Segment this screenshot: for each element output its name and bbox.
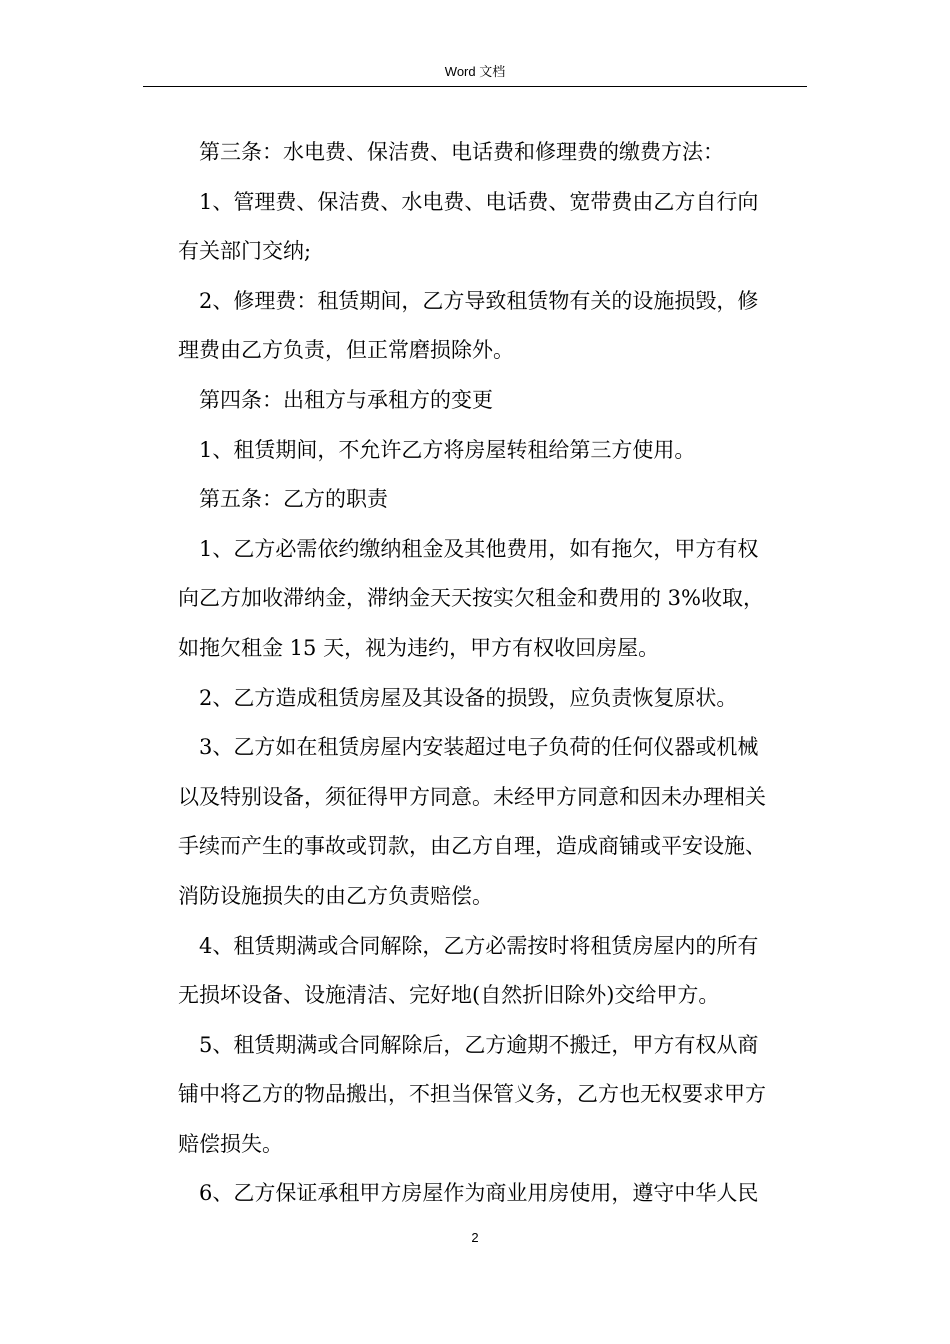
article-3-heading: 第三条：水电费、保洁费、电话费和修理费的缴费方法： xyxy=(199,140,724,164)
paragraph-line: 1、管理费、保洁费、水电费、电话费、宽带费由乙方自行向 xyxy=(199,189,759,214)
paragraph-line: 铺中将乙方的物品搬出，不担当保管义务，乙方也无权要求甲方 xyxy=(178,1082,766,1107)
header-divider xyxy=(143,86,807,87)
paragraph-line: 4、租赁期满或合同解除，乙方必需按时将租赁房屋内的所有 xyxy=(199,933,759,958)
paragraph-line: 有关部门交纳; xyxy=(178,239,312,264)
paragraph-line: 手续而产生的事故或罚款，由乙方自理，造成商铺或平安设施、 xyxy=(178,834,766,859)
paragraph-line: 以及特别设备，须征得甲方同意。未经甲方同意和因未办理相关 xyxy=(178,784,766,809)
article-4-heading: 第四条：出租方与承租方的变更 xyxy=(199,387,493,412)
paragraph-line: 理费由乙方负责，但正常磨损除外。 xyxy=(178,338,514,363)
document-body xyxy=(178,128,804,1219)
paragraph-line: 无损坏设备、设施清洁、完好地(自然折旧除外)交给甲方。 xyxy=(178,983,720,1008)
paragraph-line: 3、乙方如在租赁房屋内安装超过电子负荷的任何仪器或机械 xyxy=(199,735,759,760)
paragraph-line: 6、乙方保证承租甲方房屋作为商业用房使用，遵守中华人民 xyxy=(199,1181,759,1206)
paragraph-line: 5、租赁期满或合同解除后，乙方逾期不搬迁，甲方有权从商 xyxy=(199,1032,759,1057)
paragraph-line: 赔偿损失。 xyxy=(178,1131,283,1156)
paragraph-line: 2、乙方造成租赁房屋及其设备的损毁，应负责恢复原状。 xyxy=(199,685,738,710)
document-header: Word 文档 xyxy=(444,64,506,79)
article-5-heading: 第五条：乙方的职责 xyxy=(199,487,388,512)
paragraph-line: 1、租赁期间，不允许乙方将房屋转租给第三方使用。 xyxy=(199,437,696,462)
paragraph-line: 向乙方加收滞纳金，滞纳金天天按实欠租金和费用的 3%收取， xyxy=(178,586,764,611)
paragraph-line: 1、乙方必需依约缴纳租金及其他费用，如有拖欠，甲方有权 xyxy=(199,536,759,561)
paragraph-line: 如拖欠租金 15 天，视为违约，甲方有权收回房屋。 xyxy=(178,635,660,660)
paragraph-line: 2、修理费：租赁期间，乙方导致租赁物有关的设施损毁，修 xyxy=(199,288,759,313)
page-number: 2 xyxy=(471,1230,479,1245)
paragraph-line: 消防设施损失的由乙方负责赔偿。 xyxy=(178,883,493,908)
